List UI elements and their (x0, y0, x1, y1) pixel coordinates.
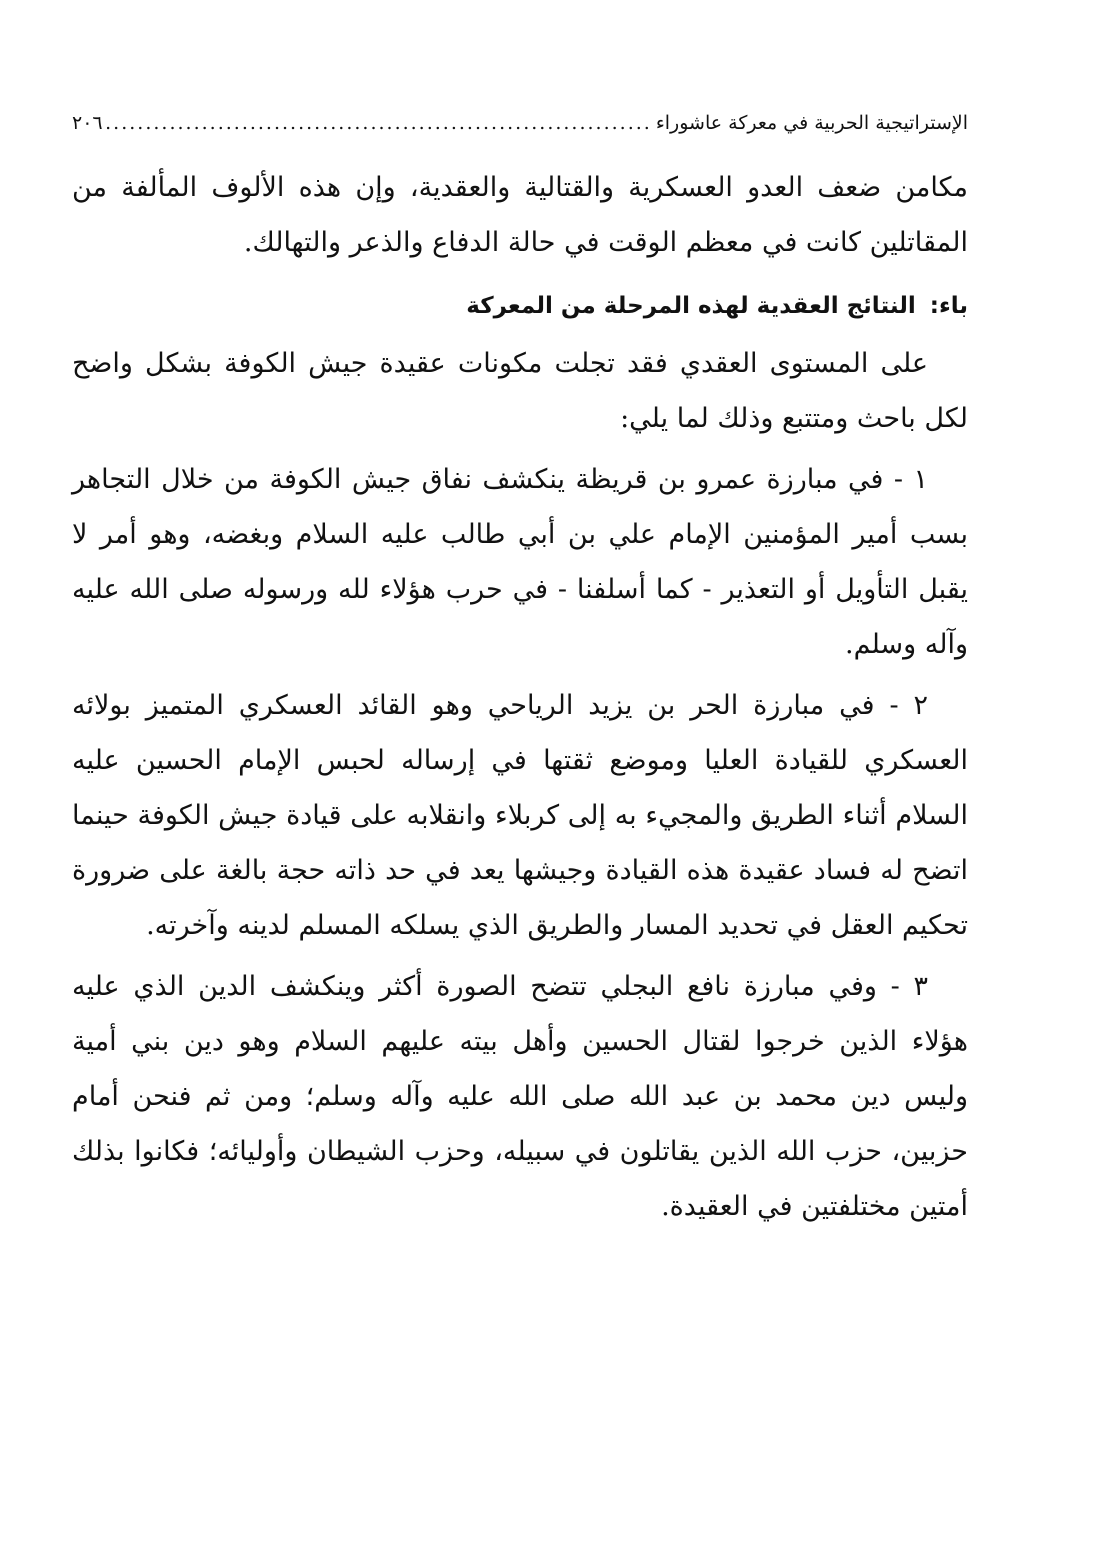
point-paragraph-2: ٢ - في مبارزة الحر بن يزيد الرياحي وهو القائد العسكري المتميز بولائه العسكري للقيادة العليا وموضع ثقتها في إرساله لحبس الإمام الحسين عليه السلام أثناء الطريق والمجيء به إلى كربلاء وانقلابه على قيادة جيش الكوفة حينما اتضح له فساد عقيدة هذه القيادة وجيشها يعد في حد ذاته حجة بالغة على ضرورة تحكيم العقل في تحديد المسار والطريق الذي يسلكه المسلم لدينه وآخرته. (72, 690, 968, 941)
dot-leader (107, 108, 652, 138)
point-paragraph-1: ١ - في مبارزة عمرو بن قريظة ينكشف نفاق جيش الكوفة من خلال التجاهر بسب أمير المؤمنين الإمام علي بن أبي طالب عليه السلام وبغضه، وهو أمر لا يقبل التأويل أو التعذير - كما أسلفنا - في حرب هؤلاء لله ورسوله صلى الله عليه وآله وسلم. (72, 464, 968, 660)
point-paragraph-3: ٣ - وفي مبارزة نافع البجلي تتضح الصورة أكثر وينكشف الدين الذي عليه هؤلاء الذين خرجوا لقتال الحسين وأهل بيته عليهم السلام وهو دين بني أمية وليس دين محمد بن عبد الله صلى الله عليه وآله وسلم؛ ومن ثم فنحن أمام حزبين، حزب الله الذين يقاتلون في سبيله، وحزب الشيطان وأوليائه؛ فكانوا بذلك أمتين مختلفتين في العقيدة. (72, 971, 969, 1222)
running-header (72, 108, 968, 138)
intro-paragraph: مكامن ضعف العدو العسكرية والقتالية والعقدية، وإن هذه الألوف المألفة من المقاتلين كانت في معظم الوقت في حالة الدفاع والذعر والتهالك. (72, 172, 968, 258)
page-number: ٢٠٦ (72, 112, 103, 134)
document-page (72, 108, 968, 1234)
section-heading-title: النتائج العقدية لهذه المرحلة من المعركة (466, 293, 916, 319)
book-title: الإستراتيجية الحربية في معركة عاشوراء (655, 112, 968, 134)
section-intro-paragraph: على المستوى العقدي فقد تجلت مكونات عقيدة جيش الكوفة بشكل واضح لكل باحث ومتتبع وذلك لما يلي: (72, 348, 968, 434)
page-content (72, 160, 968, 1234)
section-heading-label: باء: (929, 293, 968, 319)
section-heading (72, 284, 968, 328)
